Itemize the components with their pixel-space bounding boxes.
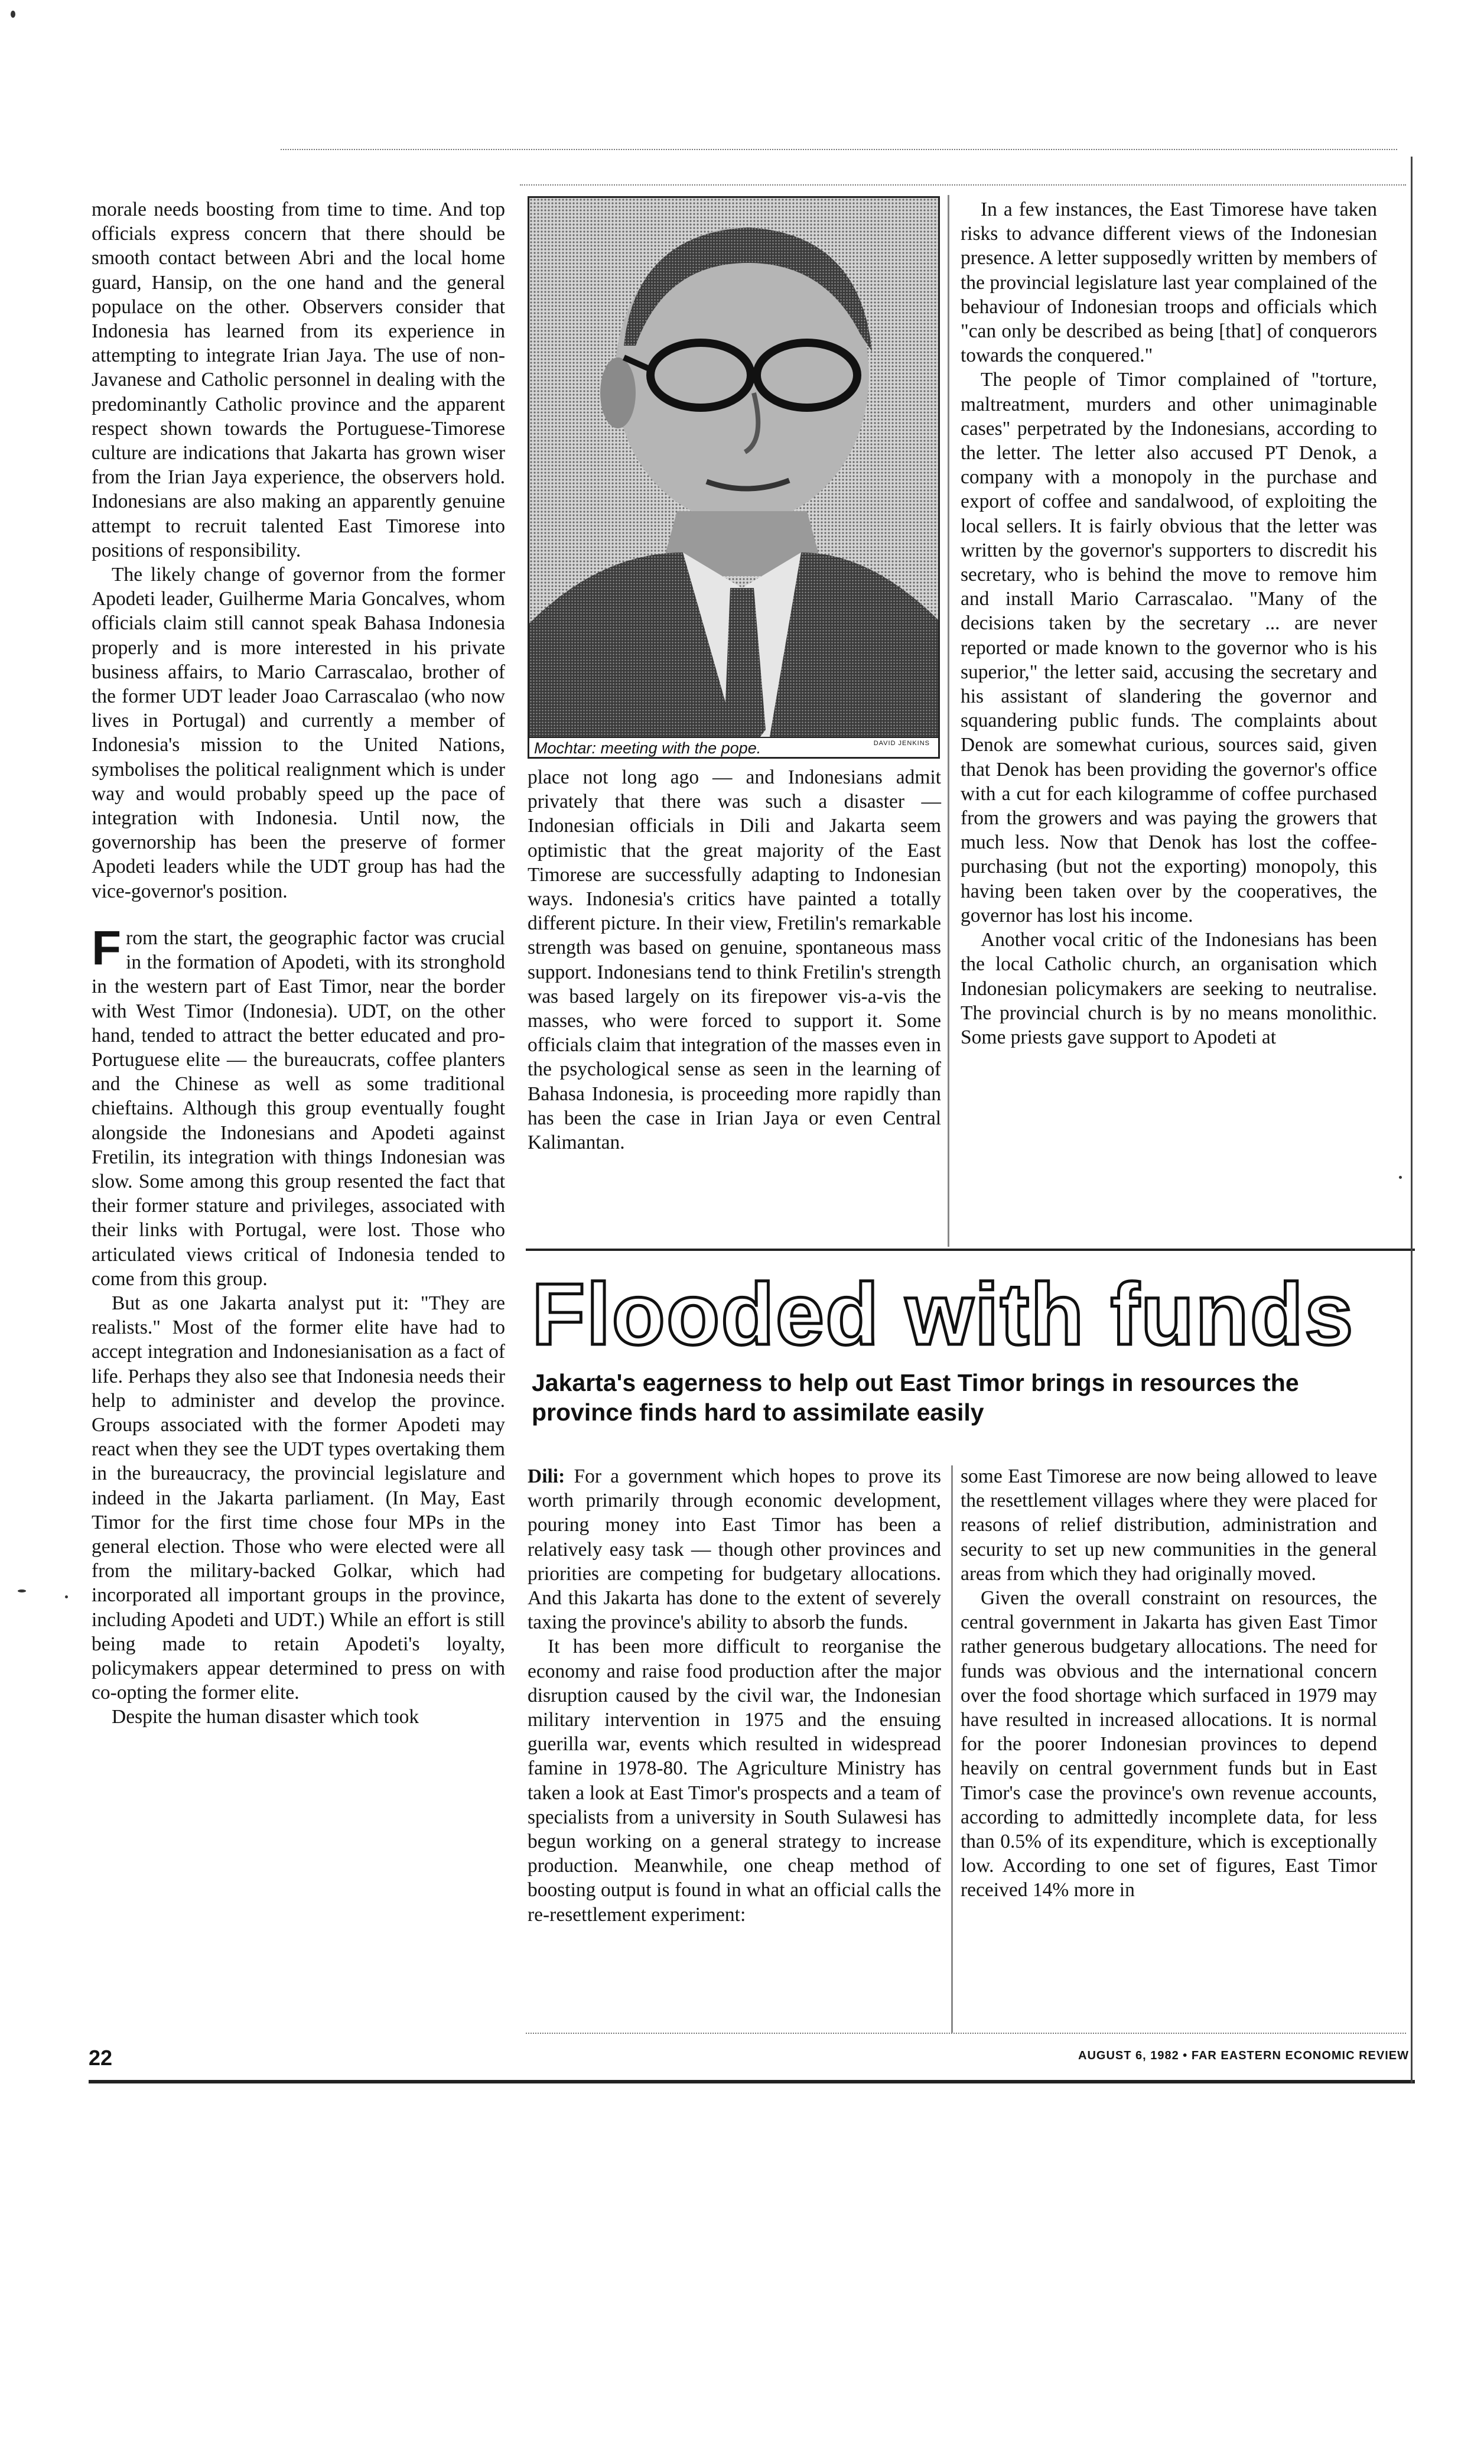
middle-lower-article-column: [528, 1464, 941, 1927]
article-paragraph-text: For a government which hopes to prove its worth primarily through economic development, pouring money into East Timor has been a relatively easy task — though other provinces and priorities are competing for budgetary allocations. And this Jakarta has done to the extent of severely taxing the province's ability to absorb the funds.: [528, 1465, 941, 1634]
column-rule-upper: [948, 195, 949, 1247]
middle-upper-article-column: [528, 765, 941, 1155]
portrait-photo: [528, 196, 940, 759]
article-paragraph-dropcap: [92, 921, 505, 1291]
article-paragraph: The people of Timor complained of "torture, maltreatment, murders and other unimaginable cases" perpetrated by the Indonesians, according to the letter. The letter also accused PT Denok, a company with a monopoly in the purchase and export of coffee and sandalwood, of exploiting the local sellers. It is fairly obvious that the letter was written by the governor's supporters to discredit his secretary, who is behind the move to remove him and install Mario Carrascalao. "Many of the decisions taken by the secretary ... are never reported or made known to the governor who is his superior," the letter said, accusing the secretary and his assistant of slandering the governor and squandering public funds. The complaints about Denok are somewhat curious, sources said, given that Denok has been providing the governor's office with a cut for each kilogramme of coffee purchased from the growers and was paying the growers that much less. Now that Denok has lost the coffee-purchasing (but not the exporting) monopoly, this having been taken over by the cooperatives, the governor has lost his income.: [961, 369, 1377, 927]
feature-deck: Jakarta's eagerness to help out East Timor brings in resources the province finds hard to assimilate easily: [532, 1369, 1299, 1426]
article-paragraph-text: rom the start, the geographic factor was crucial in the formation of Apodeti, with its stronghold in the western part of East Timor, near the border with West Timor (Indonesia). UDT, on the other hand, tended to attract the better educated and pro-Portuguese elite — the bureaucrats, coffee planters and the Chinese as well as some traditional chieftains. Although this group eventually fought alongside the Indonesians and Apodeti against Fretilin, its integration with things Indonesian was slow. Some among this group resented the fact that their former stature and privileges, associated with their links with Portugal, were lost. Those who articulated views critical of Indonesia tended to come from this group.: [92, 927, 505, 1290]
right-lower-article-column: [961, 1464, 1377, 1903]
dropcap-letter: F: [92, 921, 122, 975]
dateline: Dili:: [528, 1465, 565, 1487]
article-paragraph: place not long ago — and Indonesians admit privately that there was such a disaster — Indonesian officials in Dili and Jakarta seem optimistic that the great majority of the East Timorese are successfully adapting to Indonesian ways. Indonesia's critics have painted a totally different picture. In their view, Fretilin's remarkable strength was based on genuine, spontaneous mass support. Indonesians tend to think Fretilin's strength was based largely on its firepower vis-a-vis the masses, who were forced to support it. Some officials claim that integration of the masses even in the psychological sense as seen in the learning of Bahasa Indonesia, is proceeding more rapidly than has been the case in Irian Jaya or even Central Kalimantan.: [528, 766, 941, 1154]
right-upper-article-column: [961, 197, 1377, 1049]
article-paragraph: Given the overall constraint on resources, the central government in Jakarta has given East Timor rather generous budgetary allocations. The need for funds was obvious and the international concern over the food shortage which surfaced in 1979 may have resulted in increased allocations. It is normal for the poorer Indonesian provinces to depend heavily on central government funds but in East Timor's case the province's own revenue accounts, according to admittedly incomplete data, for less than 0.5% of its expenditure, which is exceptionally low. According to one set of figures, East Timor received 14% more in: [961, 1587, 1377, 1901]
photo-credit: DAVID JENKINS: [873, 740, 930, 747]
article-paragraph: morale needs boosting from time to time. And top officials express concern that there should be smooth contact between Abri and the local home guard, Hansip, on the one hand and the general populace on the other. Observers consider that Indonesia has learned from its experience in attempting to integrate Irian Jaya. The use of non-Javanese and Catholic personnel in dealing with the predominantly Catholic province and the apparent respect shown towards the Portuguese-Timorese culture are indications that Jakarta has grown wiser from the Irian Jaya experience, the observers hold. Indonesians are also making an apparently genuine attempt to recruit talented East Timorese into positions of responsibility.: [92, 199, 505, 561]
feature-top-rule: [526, 1249, 1415, 1251]
article-paragraph-dateline: [528, 1464, 941, 1634]
scan-speck: [65, 1595, 68, 1598]
article-paragraph: some East Timorese are now being allowed to leave the resettlement villages where they were placed for reasons of relief distribution, administration and security to set up new communities in the general areas from which they had originally moved.: [961, 1465, 1377, 1585]
article-paragraph: Another vocal critic of the Indonesians has been the local Catholic church, an organisation which Indonesian policymakers are seeking to neutralise. The provincial church is by no means monolithic. Some priests gave support to Apodeti at: [961, 929, 1377, 1048]
bottom-dotted-rule: [526, 2033, 1406, 2034]
photo-caption: [529, 737, 938, 757]
photo-caption-text: Mochtar: meeting with the pope.: [534, 739, 761, 757]
page-number: 22: [89, 2046, 113, 2070]
footer-rule: [89, 2080, 1415, 2083]
feature-headline: Flooded with funds: [532, 1266, 1355, 1363]
scan-speck: [1399, 1176, 1402, 1179]
scan-speck: [11, 11, 15, 18]
right-edge-rule: [1411, 157, 1413, 2083]
top-dotted-rule: [281, 149, 1397, 150]
portrait-illustration: [529, 198, 940, 759]
article-paragraph: But as one Jakarta analyst put it: "They are realists." Most of the former elite have had to accept integration and Indonesianisation as a fact of life. Perhaps they also see that Indonesia needs their help to administer and develop the province. Groups associated with the former Apodeti may react when they see the UDT types overtaking them in the bureaucracy, the provincial legislature and indeed in the Jakarta parliament. (In May, East Timor for the first time chose four MPs in the general election. Those who were elected were all from the military-backed Golkar, which had incorporated all important groups in the province, including Apodeti and UDT.) While an effort is still being made to retain Apodeti's loyalty, policymakers appear determined to press on with co-opting the former elite.: [92, 1292, 505, 1704]
column-rule-lower: [951, 1465, 953, 2033]
top-dotted-rule-2: [520, 184, 1406, 186]
article-paragraph: The likely change of governor from the former Apodeti leader, Guilherme Maria Goncalves, whom officials claim still cannot speak Bahasa Indonesia properly and is more interested in his private business affairs, to Mario Carrascalao, brother of the former UDT leader Joao Carrascalao (who now lives in Portugal) and currently a member of Indonesia's mission to the United Nations, symbolises the political realignment which is under way and would probably speed up the pace of integration with Indonesia. Until now, the governorship has been the preserve of former Apodeti leaders while the UDT group has had the vice-governor's position.: [92, 564, 505, 902]
article-paragraph: It has been more difficult to reorganise the economy and raise food production after the major disruption caused by the civil war, the Indonesian military intervention in 1975 and the ensuing guerilla war, events which resulted in widespread famine in 1978-80. The Agriculture Ministry has taken a look at East Timor's prospects and a team of specialists from a university in South Sulawesi has begun working on a general strategy to increase production. Meanwhile, one cheap method of boosting output is found in what an official calls the re-resettlement experiment:: [528, 1636, 941, 1926]
article-paragraph: In a few instances, the East Timorese have taken risks to advance different views of the Indonesian presence. A letter supposedly written by members of the provincial legislature last year complained of the behaviour of Indonesian troops and officials which "can only be described as being [that] of conquerors towards the conquered.": [961, 199, 1377, 367]
left-article-column: [92, 197, 505, 1730]
publication-footer: AUGUST 6, 1982 • FAR EASTERN ECONOMIC REVIEW: [1078, 2049, 1409, 2062]
article-paragraph: Despite the human disaster which took: [112, 1706, 419, 1728]
scan-speck: [18, 1589, 26, 1592]
